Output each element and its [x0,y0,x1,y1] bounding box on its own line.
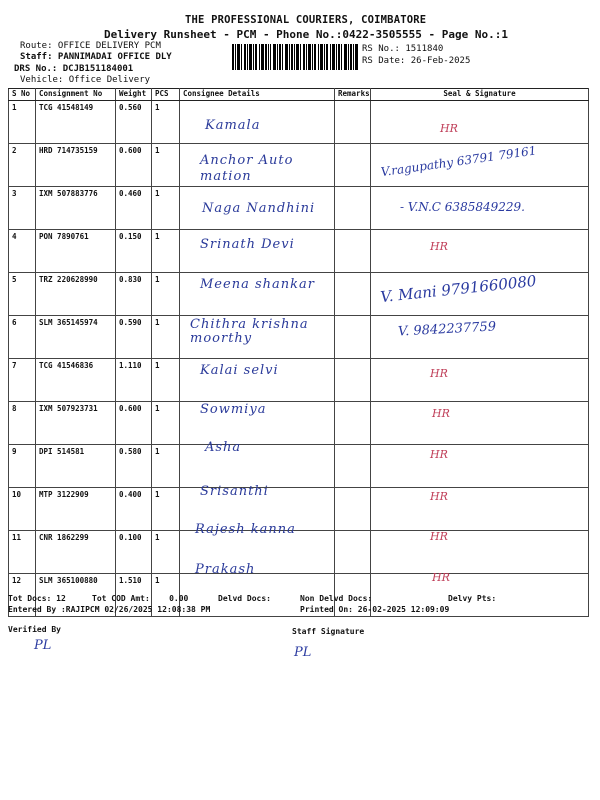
row-weight: 0.100 [116,531,152,574]
row-seal [371,402,589,445]
row-remarks [335,359,371,402]
row-weight: 0.590 [116,316,152,359]
row-consignment: HRD 714735159 [36,144,116,187]
signature-initials: HR [430,448,448,461]
handwritten-consignee: Anchor Auto mation [200,153,294,184]
row-remarks [335,531,371,574]
row-pcs: 1 [152,445,180,488]
signature-initials: HR [430,490,448,503]
staff-label: Staff: PANNIMADAI OFFICE DLY [20,52,172,62]
row-pcs: 1 [152,574,180,617]
signature-initials: HR [430,367,448,380]
runsheet-title: Delivery Runsheet - PCM - Phone No.:0422-3505555 - Page No.:1 [104,28,508,41]
row-sno: 5 [9,273,36,316]
row-seal [371,488,589,531]
col-consignment: Consignment No [36,89,116,101]
row-pcs: 1 [152,144,180,187]
col-consignee: Consignee Details [180,89,335,101]
row-weight: 0.600 [116,402,152,445]
route-label: Route: OFFICE DELIVERY PCM [20,41,161,51]
drs-number: DRS No.: DCJB151184001 [14,64,134,74]
row-consignment: PON 7890761 [36,230,116,273]
row-consignment: TRZ 220628990 [36,273,116,316]
row-seal [371,359,589,402]
entered-by: Entered By :RAJIPCM 02/26/2025 12:08:38 PM [8,605,211,614]
row-sno: 3 [9,187,36,230]
company-name: THE PROFESSIONAL COURIERS, COIMBATORE [185,14,427,26]
table-header-row [9,89,589,101]
table-row [9,445,589,488]
row-consignment: SLM 365100880 [36,574,116,617]
row-pcs: 1 [152,359,180,402]
signature-initials: HR [430,240,448,253]
row-consignment: CNR 1862299 [36,531,116,574]
row-remarks [335,273,371,316]
non-delivered-docs: Non Delvd Docs: [300,594,373,603]
signature-with-phone: V. 9842237759 [397,319,497,340]
row-seal [371,531,589,574]
row-consignment: TCG 41546836 [36,359,116,402]
row-sno: 4 [9,230,36,273]
handwritten-consignee: Srisanthi [200,484,269,499]
row-seal [371,101,589,144]
row-sno: 9 [9,445,36,488]
table-row [9,101,589,144]
printed-on: Printed On: 26-02-2025 12:09:09 [300,605,450,614]
row-weight: 0.580 [116,445,152,488]
signature-with-phone: - V.N.C 6385849229. [400,200,525,214]
row-weight: 0.560 [116,101,152,144]
staff-initials: PL [294,645,312,660]
row-consignment: IXM 507883776 [36,187,116,230]
row-sno: 1 [9,101,36,144]
table-row [9,359,589,402]
row-seal [371,445,589,488]
table-row [9,531,589,574]
row-sno: 2 [9,144,36,187]
row-sno: 8 [9,402,36,445]
row-weight: 0.600 [116,144,152,187]
rs-number: RS No.: 1511840 [362,44,444,54]
col-sno: S No [9,89,36,101]
row-pcs: 1 [152,187,180,230]
col-remarks: Remarks [335,89,371,101]
signature-initials: HR [430,530,448,543]
handwritten-consignee: Meena shankar [200,277,315,292]
row-weight: 0.830 [116,273,152,316]
handwritten-consignee: Srinath Devi [200,237,295,252]
handwritten-consignee: Asha [205,440,242,455]
row-consignment: TCG 41548149 [36,101,116,144]
row-weight: 1.110 [116,359,152,402]
row-sno: 12 [9,574,36,617]
col-seal: Seal & Signature [371,89,589,101]
handwritten-consignee: Sowmiya [200,402,267,417]
handwritten-consignee: Kalai selvi [200,363,279,378]
row-consignee [180,445,335,488]
row-weight: 0.150 [116,230,152,273]
signature-initials: HR [432,571,450,584]
row-remarks [335,402,371,445]
table-row [9,230,589,273]
handwritten-consignee: Prakash [195,562,256,577]
col-pcs: PCS [152,89,180,101]
row-consignment: SLM 365145974 [36,316,116,359]
handwritten-consignee: Rajesh kanna [195,522,296,537]
row-pcs: 1 [152,531,180,574]
row-sno: 6 [9,316,36,359]
row-pcs: 1 [152,101,180,144]
row-remarks [335,445,371,488]
signature-with-phone: V. Mani 9791660080 [379,271,538,307]
row-remarks [335,187,371,230]
handwritten-consignee: Chithra krishna moorthy [190,317,309,346]
verified-by-label: Verified By [8,625,61,634]
signature-initials: HR [440,122,458,135]
row-pcs: 1 [152,316,180,359]
total-cod-amount: Tot COD Amt: 0.00 [92,594,189,603]
col-weight: Weight [116,89,152,101]
row-remarks [335,230,371,273]
row-remarks [335,101,371,144]
handwritten-consignee: Naga Nandhini [202,201,316,216]
vehicle-label: Vehicle: Office Delivery [20,75,151,85]
row-sno: 7 [9,359,36,402]
staff-signature-label: Staff Signature [292,627,365,636]
verified-initials: PL [34,638,52,653]
row-pcs: 1 [152,273,180,316]
row-seal [371,230,589,273]
row-sno: 10 [9,488,36,531]
delivered-docs: Delvd Docs: [218,594,271,603]
signature-initials: HR [432,407,450,420]
row-remarks [335,488,371,531]
rs-date: RS Date: 26-Feb-2025 [362,56,471,66]
row-pcs: 1 [152,488,180,531]
row-weight: 0.400 [116,488,152,531]
total-docs: Tot Docs: 12 [8,594,66,603]
row-weight: 1.510 [116,574,152,617]
delivery-points: Delvy Pts: [448,594,497,603]
signature-with-phone: V.ragupathy 63791 79161 [379,143,538,180]
row-consignment: MTP 3122909 [36,488,116,531]
row-consignment: IXM 507923731 [36,402,116,445]
row-weight: 0.460 [116,187,152,230]
handwritten-consignee: Kamala [205,118,261,133]
row-sno: 11 [9,531,36,574]
row-consignment: DPI 514581 [36,445,116,488]
row-pcs: 1 [152,230,180,273]
row-pcs: 1 [152,402,180,445]
table-row [9,488,589,531]
table-row [9,402,589,445]
barcode-image [232,44,358,70]
